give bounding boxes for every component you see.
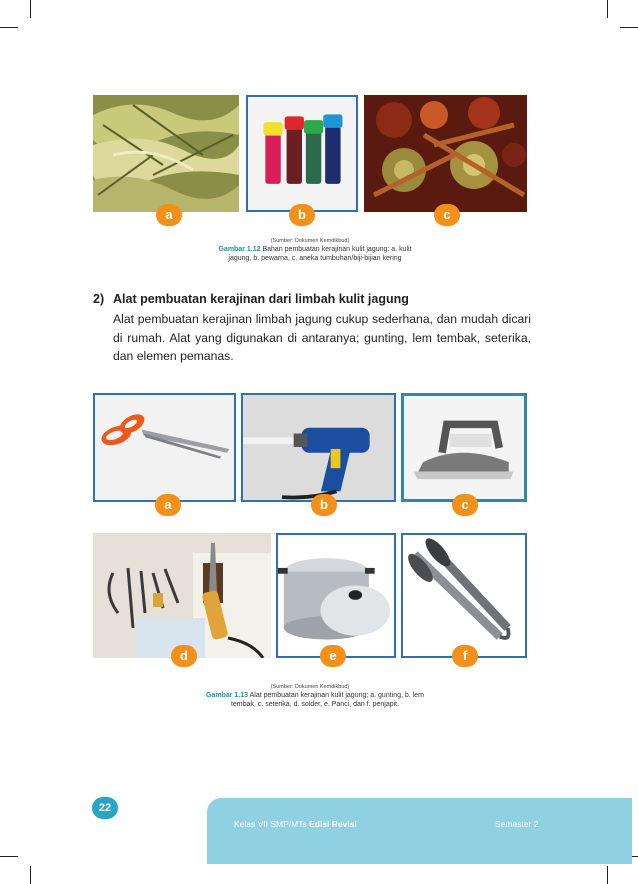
figure-label-b: b (289, 204, 315, 226)
crop-mark (607, 866, 608, 884)
tongs-photo (401, 533, 527, 658)
book-prefix: Kelas VII SMP/MTs (234, 819, 307, 829)
crop-mark (620, 27, 638, 28)
figure-caption (150, 691, 480, 709)
crop-mark (0, 27, 18, 28)
section-paragraph: Alat pembuatan kerajinan limbah jagung cukup sederhana, dan mudah dicari di rumah. Alat yang digunakan di antaranya; gunting, lem tembak, seterika, dan elemen pemanas. (113, 312, 531, 363)
caption-text: Bahan pembuatan kerajinan kulit jagung: a. kulit (262, 246, 412, 253)
figure-label-b: b (311, 494, 337, 516)
caption-label: Gambar 1.13 (206, 692, 249, 699)
glue-gun-photo (241, 393, 396, 502)
iron-photo (401, 393, 527, 502)
figure-source: (Sumber: Dokumen Kemdikbud) (270, 684, 350, 690)
footer-bar (207, 798, 632, 864)
footer-semester: Semester 2 (495, 819, 539, 829)
caption-text: Alat pembuatan kerajinan kulit jagung; a. gunting, b. lem (249, 692, 424, 699)
figure-caption (150, 245, 480, 263)
page-number: 22 (92, 797, 118, 819)
pot-photo (276, 533, 396, 658)
figure-label-e: e (320, 645, 346, 667)
crop-mark (30, 0, 31, 18)
figure-label-f: f (452, 645, 478, 667)
scissors-photo (93, 393, 236, 502)
crop-mark (0, 856, 18, 857)
crop-mark (30, 866, 31, 884)
dye-bottles-photo (246, 95, 358, 212)
figure-label-c: c (434, 204, 460, 226)
section-title: Alat pembuatan kerajinan dari limbah kulit jagung (113, 292, 409, 306)
section-heading (93, 292, 409, 306)
corn-husk-photo (93, 95, 239, 212)
caption-text: tembak, c. seterika, d. solder, e. Panci, dan f. penjapit. (230, 701, 400, 708)
caption-label: Gambar 1.12 (218, 246, 261, 253)
figure-label-d: d (171, 645, 197, 667)
footer-book-title (234, 819, 357, 829)
figure-label-a: a (156, 204, 182, 226)
crop-mark (607, 0, 608, 18)
figure-source: (Sumber: Dokumen Kemdikbud) (270, 238, 350, 244)
section-number: 2) (93, 292, 105, 306)
dried-botanicals-photo (364, 95, 527, 212)
soldering-iron-photo (93, 533, 271, 658)
figure-label-a: a (155, 494, 181, 516)
figure-label-c: c (452, 494, 478, 516)
caption-text: jagung, b. pewarna, c. aneka tumbuhan/biji-bijian kering (228, 255, 402, 262)
book-edition: Edisi Revisi (309, 819, 357, 829)
